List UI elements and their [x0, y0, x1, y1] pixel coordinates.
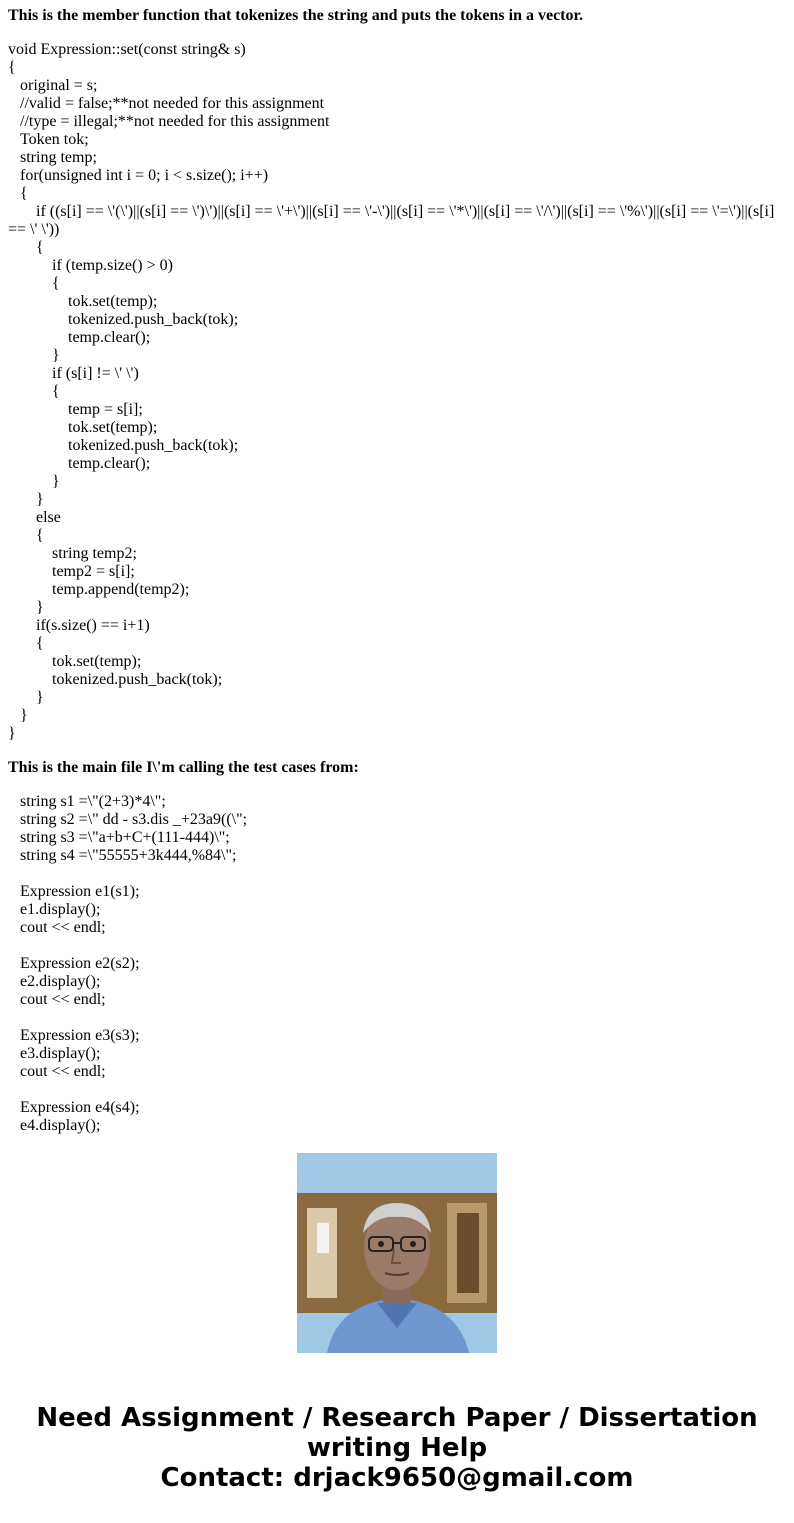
code-line: original = s; — [8, 77, 98, 94]
code-line: { — [8, 185, 28, 202]
code-line: { — [8, 275, 60, 292]
code-line: tokenized.push_back(tok); — [8, 311, 239, 328]
code-line: string s2 =\" dd - s3.dis _+23a9((\"; — [8, 811, 248, 828]
code-line: { — [8, 239, 44, 256]
code-line: if (s[i] != \' \') — [8, 365, 139, 382]
code-line: { — [8, 383, 60, 400]
code-line: e3.display(); — [8, 1045, 101, 1062]
section-heading-member-function: This is the member function that tokenizes the string and puts the tokens in a vector. — [8, 7, 584, 24]
code-line: //valid = false;**not needed for this assignment — [8, 95, 325, 112]
code-line: temp.append(temp2); — [8, 581, 190, 598]
code-block-main-file — [8, 793, 786, 1135]
code-line — [8, 937, 786, 955]
code-line: string s1 =\"(2+3)*4\"; — [8, 793, 166, 810]
code-line: e1.display(); — [8, 901, 101, 918]
code-line: string temp2; — [8, 545, 137, 562]
code-line: Expression e1(s1); — [8, 883, 140, 900]
code-line: temp2 = s[i]; — [8, 563, 135, 580]
code-line: cout << endl; — [8, 991, 106, 1008]
code-line: tok.set(temp); — [8, 653, 142, 670]
promo-footer — [0, 1403, 794, 1493]
code-line: Expression e4(s4); — [8, 1099, 140, 1116]
promo-line-2: writing Help — [306, 1433, 488, 1463]
code-line — [8, 1081, 786, 1099]
code-line: e2.display(); — [8, 973, 101, 990]
code-line: } — [8, 491, 44, 508]
code-line: temp.clear(); — [8, 455, 151, 472]
code-line: } — [8, 725, 16, 742]
code-line: tokenized.push_back(tok); — [8, 671, 223, 688]
code-line: else — [8, 509, 61, 526]
code-line: cout << endl; — [8, 919, 106, 936]
code-line: string temp; — [8, 149, 97, 166]
person-portrait-icon — [297, 1153, 497, 1353]
code-line: tok.set(temp); — [8, 293, 158, 310]
code-line: Expression e2(s2); — [8, 955, 140, 972]
code-line: //type = illegal;**not needed for this assignment — [8, 113, 330, 130]
code-line: } — [8, 347, 60, 364]
code-block-set-function — [8, 41, 786, 743]
code-line: temp = s[i]; — [8, 401, 143, 418]
code-line — [8, 1009, 786, 1027]
code-line: tok.set(temp); — [8, 419, 158, 436]
promo-line-1: Need Assignment / Research Paper / Dissertation — [36, 1403, 758, 1433]
code-line: { — [8, 59, 16, 76]
code-line: Expression e3(s3); — [8, 1027, 140, 1044]
code-line: if(s.size() == i+1) — [8, 617, 150, 634]
code-line: e4.display(); — [8, 1117, 101, 1134]
code-line: void Expression::set(const string& s) — [8, 41, 246, 58]
code-line: { — [8, 527, 44, 544]
code-line: temp.clear(); — [8, 329, 151, 346]
document-content — [8, 7, 786, 1134]
code-line — [8, 865, 786, 883]
code-line: string s3 =\"a+b+C+(111-444)\"; — [8, 829, 230, 846]
author-avatar — [297, 1153, 497, 1353]
code-line: } — [8, 689, 44, 706]
promo-contact: Contact: drjack9650@gmail.com — [160, 1463, 634, 1493]
code-line: } — [8, 599, 44, 616]
code-line: { — [8, 635, 44, 652]
code-line: if (temp.size() > 0) — [8, 257, 173, 274]
code-line: } — [8, 707, 28, 724]
code-line: } — [8, 473, 60, 490]
code-line: string s4 =\"55555+3k444,%84\"; — [8, 847, 237, 864]
code-line: cout << endl; — [8, 1063, 106, 1080]
code-line: Token tok; — [8, 131, 89, 148]
code-line: for(unsigned int i = 0; i < s.size(); i++) — [8, 167, 269, 184]
code-line: tokenized.push_back(tok); — [8, 437, 239, 454]
section-heading-main-file: This is the main file I\'m calling the test cases from: — [8, 759, 359, 776]
code-line: if ((s[i] == \'(\')||(s[i] == \')\')||(s[i] == \'+\')||(s[i] == \'-\')||(s[i] == \'*\')||(s[i] == \'/\')||(s[i] == \'%\')||(s[i] == \'=\')||(s[i] == \' \')) — [8, 203, 779, 238]
